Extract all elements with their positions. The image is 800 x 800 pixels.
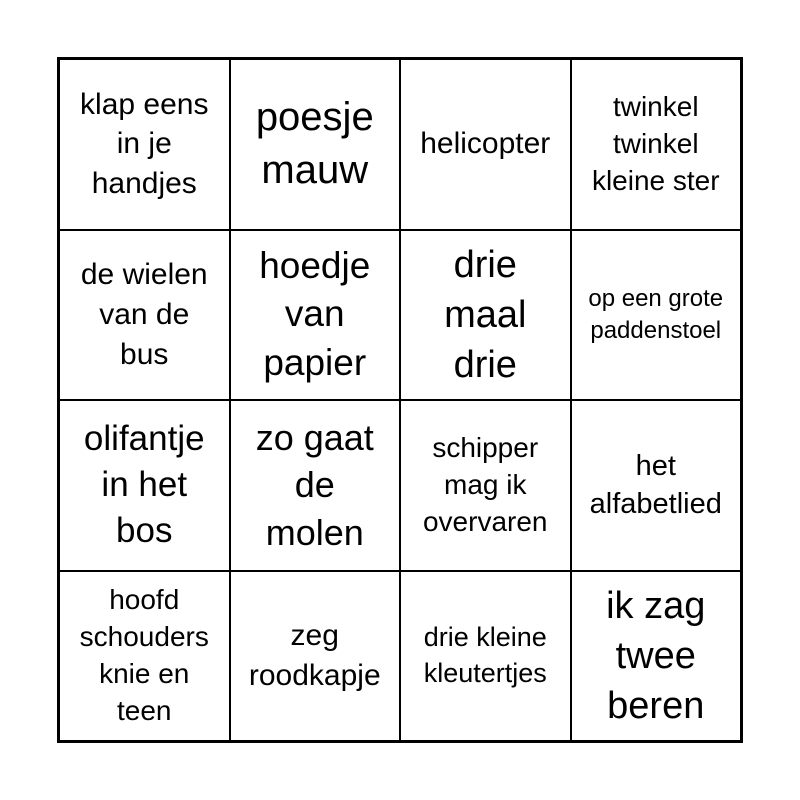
bingo-cell[interactable]: zeg roodkapje (231, 572, 400, 741)
bingo-cell[interactable]: olifantje in het bos (60, 401, 229, 570)
bingo-cell[interactable]: helicopter (401, 60, 570, 229)
bingo-cell[interactable]: poesje mauw (231, 60, 400, 229)
bingo-cell[interactable]: hoedje van papier (231, 231, 400, 400)
bingo-cell[interactable]: schipper mag ik overvaren (401, 401, 570, 570)
bingo-grid (57, 57, 743, 743)
bingo-cell[interactable]: twinkel twinkel kleine ster (572, 60, 741, 229)
bingo-cell[interactable]: op een grote paddenstoel (572, 231, 741, 400)
bingo-cell[interactable]: hoofd schouders knie en teen (60, 572, 229, 741)
bingo-cell[interactable]: zo gaat de molen (231, 401, 400, 570)
bingo-cell[interactable]: het alfabetlied (572, 401, 741, 570)
bingo-cell[interactable]: ik zag twee beren (572, 572, 741, 741)
bingo-cell[interactable]: klap eens in je handjes (60, 60, 229, 229)
bingo-cell[interactable]: drie maal drie (401, 231, 570, 400)
bingo-cell[interactable]: de wielen van de bus (60, 231, 229, 400)
bingo-card (57, 57, 743, 743)
bingo-cell[interactable]: drie kleine kleutertjes (401, 572, 570, 741)
